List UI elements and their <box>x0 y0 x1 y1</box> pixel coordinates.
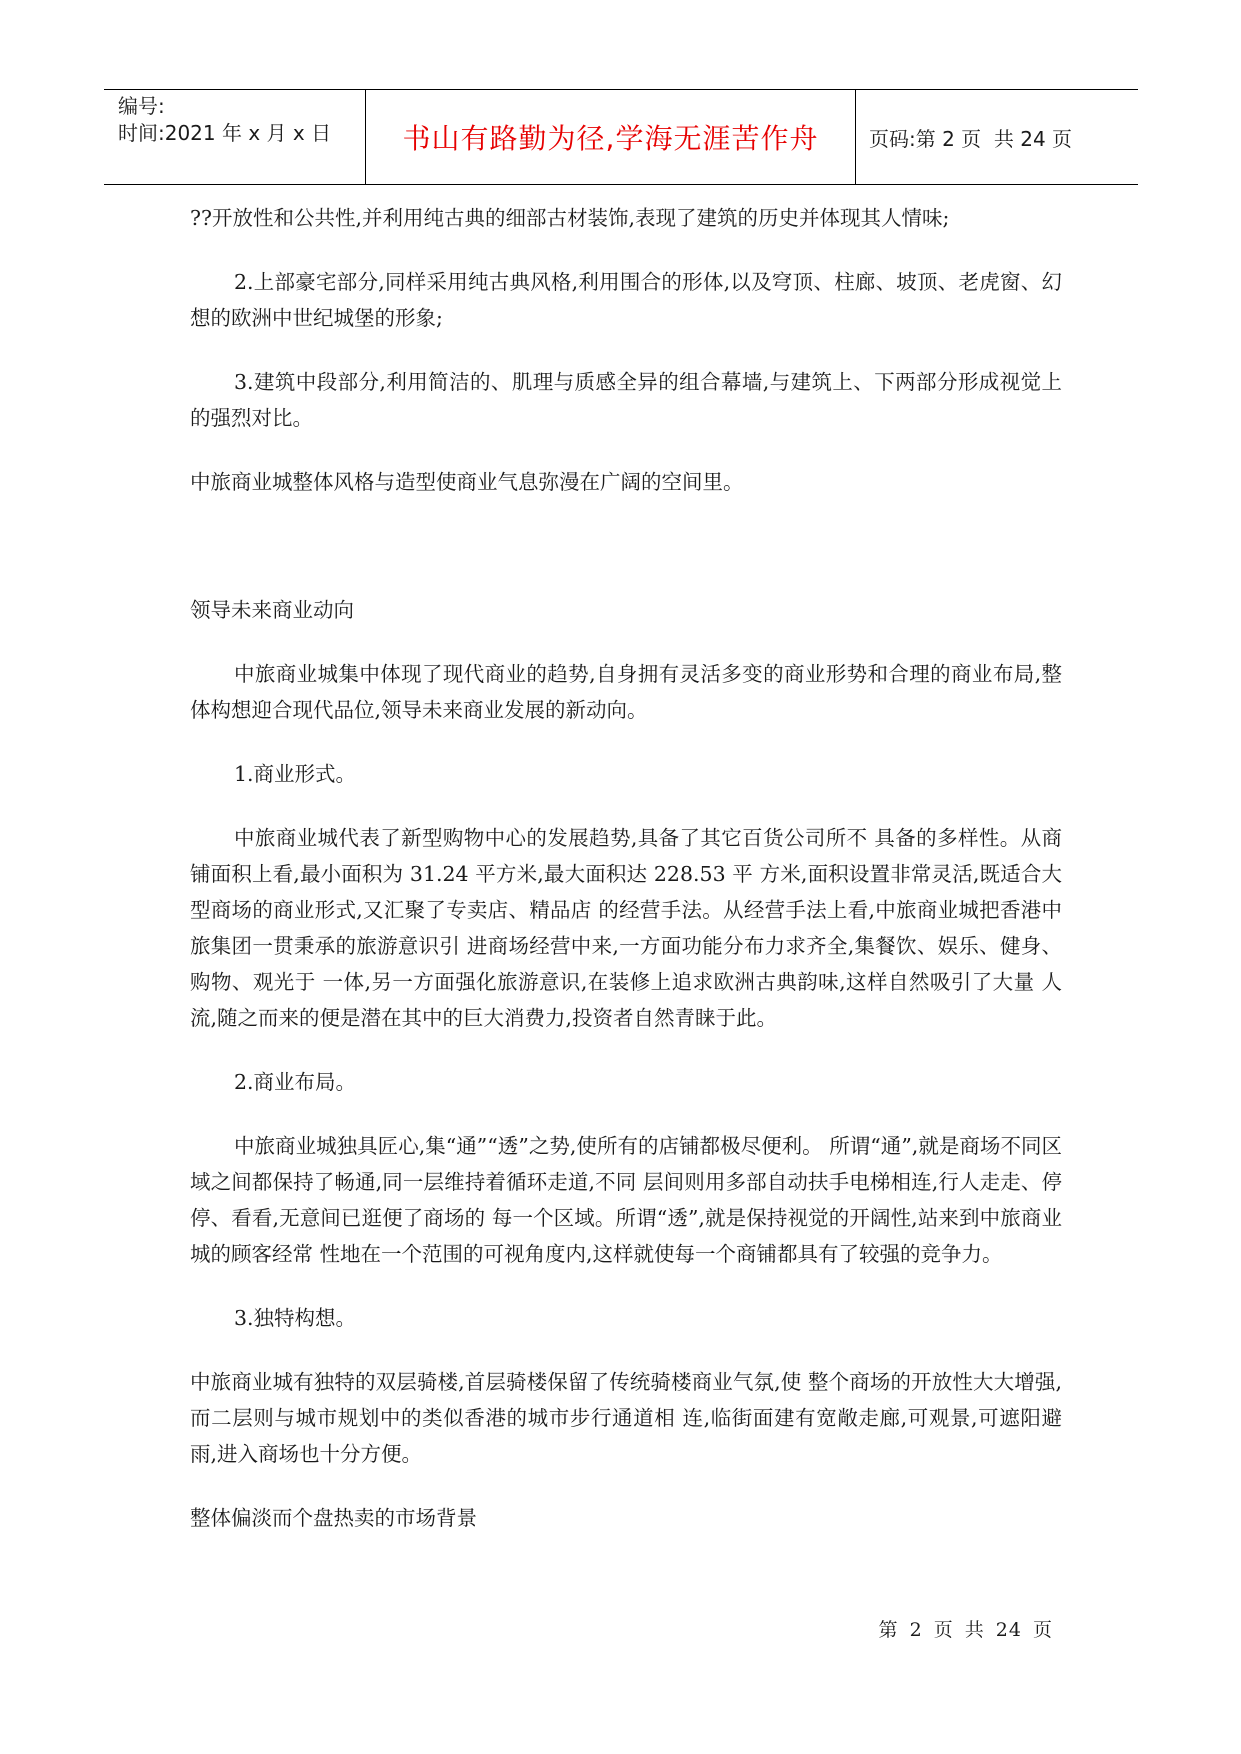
document-time-label: 时间:2021 年 x 月 x 日 <box>118 121 332 145</box>
paragraph: 中旅商业城整体风格与造型使商业气息弥漫在广阔的空间里。 <box>190 470 744 494</box>
page-footer: 第 2 页 共 24 页 <box>878 1619 1053 1641</box>
header-page-label: 页码:第 2 页 共 24 页 <box>869 126 1073 151</box>
paragraph: 中旅商业城集中体现了现代商业的趋势,自身拥有灵活多变的商业形势和合理的商业布局,整体构想迎合现代品位,领导未来商业发展的新动向。 <box>190 662 1062 722</box>
paragraph: 中旅商业城代表了新型购物中心的发展趋势,具备了其它百货公司所不 具备的多样性。从商铺面积上看,最小面积为 31.24 平方米,最大面积达 228.53 平 方米,面积设置非常灵活,既适合大型商场的商业形式,又汇聚了专卖店、精品店 的经营手法。从经营手法上看,中旅商业城把香港中旅集团一贯秉承的旅游意识引 进商场经营中来,一方面功能分布力求齐全,集餐饮、娱乐、健身、购物、观光于 一体,另一方面强化旅游意识,在装修上追求欧洲古典韵味,这样自然吸引了大量 人流,随之而来的便是潜在其中的巨大消费力,投资者自然青睐于此。 <box>190 826 1062 1030</box>
subsection-heading: 3.独特构想。 <box>234 1306 357 1330</box>
section-heading: 领导未来商业动向 <box>190 598 354 622</box>
document-body <box>190 200 1062 1536</box>
subsection-heading: 1.商业形式。 <box>234 762 357 786</box>
header-motto: 书山有路勤为径,学海无涯苦作舟 <box>366 90 856 184</box>
paragraph: ??开放性和公共性,并利用纯古典的细部古材装饰,表现了建筑的历史并体现其人情味; <box>190 206 950 230</box>
paragraph: 2.上部豪宅部分,同样采用纯古典风格,利用围合的形体,以及穹顶、柱廊、坡顶、老虎窗、幻想的欧洲中世纪城堡的形象; <box>190 270 1062 330</box>
paragraph: 3.建筑中段部分,利用简洁的、肌理与质感全异的组合幕墙,与建筑上、下两部分形成视觉上的强烈对比。 <box>190 370 1062 430</box>
paragraph: 中旅商业城有独特的双层骑楼,首层骑楼保留了传统骑楼商业气氛,使 整个商场的开放性大大增强,而二层则与城市规划中的类似香港的城市步行通道相 连,临街面建有宽敞走廊,可观景,可遮阳避雨,进入商场也十分方便。 <box>190 1370 1062 1466</box>
header-page-info <box>855 90 1138 184</box>
subsection-heading: 2.商业布局。 <box>234 1070 357 1094</box>
section-heading: 整体偏淡而个盘热卖的市场背景 <box>190 1506 477 1530</box>
document-number-label: 编号: <box>118 94 165 118</box>
header-meta <box>104 90 366 184</box>
paragraph: 中旅商业城独具匠心,集“通”“透”之势,使所有的店铺都极尽便利。 所谓“通”,就是商场不同区域之间都保持了畅通,同一层维持着循环走道,不同 层间则用多部自动扶手电梯相连,行人走走、停停、看看,无意间已逛便了商场的 每一个区域。所谓“透”,就是保持视觉的开阔性,站来到中旅商业城的顾客经常 性地在一个范围的可视角度内,这样就使每一个商铺都具有了较强的竞争力。 <box>190 1134 1062 1266</box>
page-header <box>104 89 1138 185</box>
